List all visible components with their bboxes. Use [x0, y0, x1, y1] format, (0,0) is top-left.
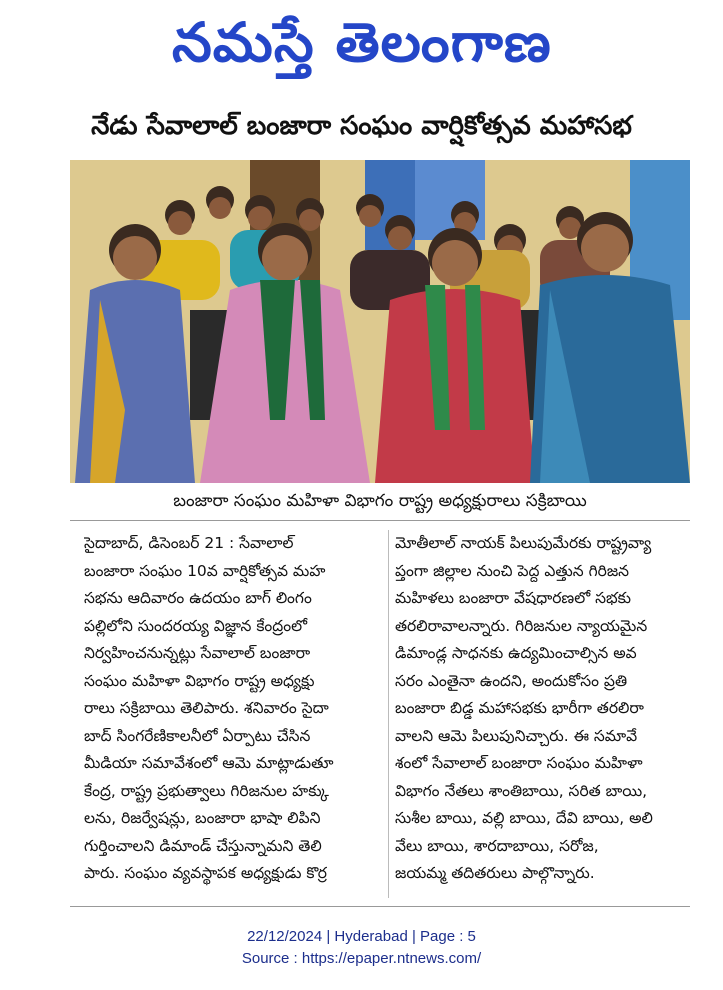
- article-line: మహిళలు బంజారా వేషధారణలో సభకు: [395, 589, 632, 607]
- divider: [70, 906, 690, 907]
- footer-date-line: 22/12/2024 | Hyderabad | Page : 5: [247, 928, 476, 945]
- footer: [0, 926, 723, 970]
- article-line: కేంద్ర, రాష్ట్ర ప్రభుత్వాలు గిరిజనుల హక్కు: [84, 781, 329, 800]
- article-line: మోతీలాల్ నాయక్ పిలుపుమేరకు రాష్ట్రవ్యా: [395, 534, 652, 552]
- article-line: బాద్ సింగరేణికాలనీలో ఏర్పాటు చేసిన: [84, 726, 311, 745]
- column-divider: [388, 530, 389, 898]
- article-column-left: [84, 530, 386, 888]
- article-line: వాలని ఆమె పిలుపునిచ్చారు. ఈ సమావే: [395, 726, 638, 745]
- article-line: శంలో సేవాలాల్ బంజారా సంఘం మహిళా: [395, 754, 643, 772]
- article-line: విభాగం నేతలు శాంతిబాయి, సరిత బాయి,: [395, 781, 648, 800]
- article-line: సరం ఎంతైనా ఉందని, అందుకోసం ప్రతి: [395, 671, 628, 690]
- article-line: రాలు సక్రిబాయి తెలిపారు. శనివారం సైదా: [84, 699, 329, 717]
- article-line: ప్తంగా జిల్లాల నుంచి పెద్ద ఎత్తున గిరిజన: [395, 561, 630, 580]
- divider: [70, 520, 690, 521]
- article-headline: నేడు సేవాలాల్ బంజారా సంఘం వార్షికోత్సవ మహాసభ: [91, 111, 632, 141]
- footer-source-line[interactable]: Source : https://epaper.ntnews.com/: [241, 950, 482, 967]
- article-column-right: [395, 530, 697, 888]
- article-line: గుర్తించాలని డిమాండ్ చేస్తున్నామని తెలి: [84, 836, 322, 855]
- photo-caption: బంజారా సంఘం మహిళా విభాగం రాష్ట్ర అధ్యక్షురాలు సక్రిబాయి: [173, 491, 587, 511]
- article-line: జయమ్మ తదితరులు పాల్గొన్నారు.: [395, 864, 595, 882]
- article-line: వేలు బాయి, శారదాబాయి, సరోజ,: [395, 836, 599, 855]
- article-line: సంఘం మహిళా విభాగం రాష్ట్ర అధ్యక్షు: [84, 671, 315, 690]
- article-line: తరలిరావాలన్నారు. గిరిజనుల న్యాయమైన: [395, 616, 648, 635]
- photo-illustration: [70, 160, 690, 483]
- article-line: పారు. సంఘం వ్యవస్థాపక అధ్యక్షుడు కొర్ర: [84, 864, 327, 882]
- article-line: పల్లిలోని సుందరయ్య విజ్ఞాన కేంద్రంలో: [84, 616, 308, 635]
- article-line: సైదాబాద్, డిసెంబర్ 21 : సేవాలాల్: [84, 534, 294, 552]
- article-line: మీడియా సమావేశంలో ఆమె మాట్లాడుతూ: [84, 754, 334, 772]
- article-photo: [70, 160, 690, 483]
- article-line: బంజారా సంఘం 10వ వార్షికోత్సవ మహ: [84, 561, 326, 580]
- masthead: [0, 6, 723, 84]
- article-line: బంజారా బిడ్డ మహాసభకు భారీగా తరలిరా: [395, 699, 644, 717]
- article-line: డిమాండ్ల సాధనకు ఉద్యమించాల్సిన అవ: [395, 644, 637, 662]
- article-line: సభను ఆదివారం ఉదయం బాగ్ లింగం: [84, 589, 312, 607]
- article-line: లను, రిజర్వేషన్లు, బంజారా భాషా లిపిని: [84, 809, 321, 827]
- article-line: నిర్వహించనున్నట్లు సేవాలాల్ బంజారా: [84, 644, 311, 662]
- newspaper-title: నమస్తే తెలంగాణ: [171, 11, 552, 74]
- article-line: సుశీల బాయి, వల్లి బాయి, దేవి బాయి, అలి: [395, 809, 653, 827]
